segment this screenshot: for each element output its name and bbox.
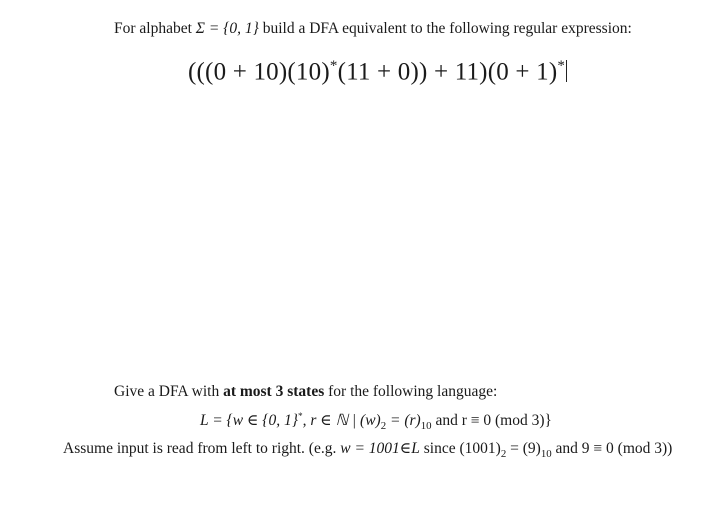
regex-part-1: (((0 + 10)(10)	[188, 58, 330, 86]
assume-part-4: and 9 ≡ 0 (mod 3))	[551, 440, 673, 457]
regex-part-2: (11 + 0)) + 11)(0 + 1)	[337, 58, 558, 86]
lang-eq: = (r)	[386, 412, 421, 429]
assume-sub-2: 2	[500, 448, 507, 461]
q2-prefix: Give a DFA with	[114, 383, 224, 400]
assumption-text	[63, 439, 672, 460]
assume-example-w: w = 1001∈L	[340, 440, 420, 457]
alphabet-definition: Σ = {0, 1}	[195, 20, 259, 37]
lang-sub-2: 2	[380, 420, 387, 433]
regex-star-2: *	[557, 58, 566, 74]
assume-part-1: Assume input is read from left to right. (e.g.	[63, 440, 341, 457]
lang-tail: and r ≡ 0 (mod 3)}	[431, 412, 552, 429]
question-2-text	[114, 383, 497, 401]
lang-lhs: L = {w ∈ {0, 1}	[200, 412, 298, 429]
assume-part-2: since (1001)	[419, 440, 501, 457]
regular-expression	[188, 58, 567, 86]
intro-prefix: For alphabet	[114, 20, 196, 37]
lang-sub-10: 10	[420, 420, 432, 433]
lang-star: *	[297, 411, 303, 422]
text-cursor	[566, 60, 567, 82]
intro-text	[114, 20, 632, 38]
assume-sub-10: 10	[540, 448, 552, 461]
assume-part-3: = (9)	[506, 440, 541, 457]
intro-suffix: build a DFA equivalent to the following regular expression:	[258, 20, 632, 37]
q2-suffix: for the following language:	[324, 383, 498, 400]
q2-bold-constraint: at most 3 states	[223, 383, 325, 400]
language-definition	[200, 411, 552, 432]
lang-mid: , r ∈ ℕ | (w)	[302, 412, 381, 429]
regex-star-1: *	[329, 58, 338, 74]
